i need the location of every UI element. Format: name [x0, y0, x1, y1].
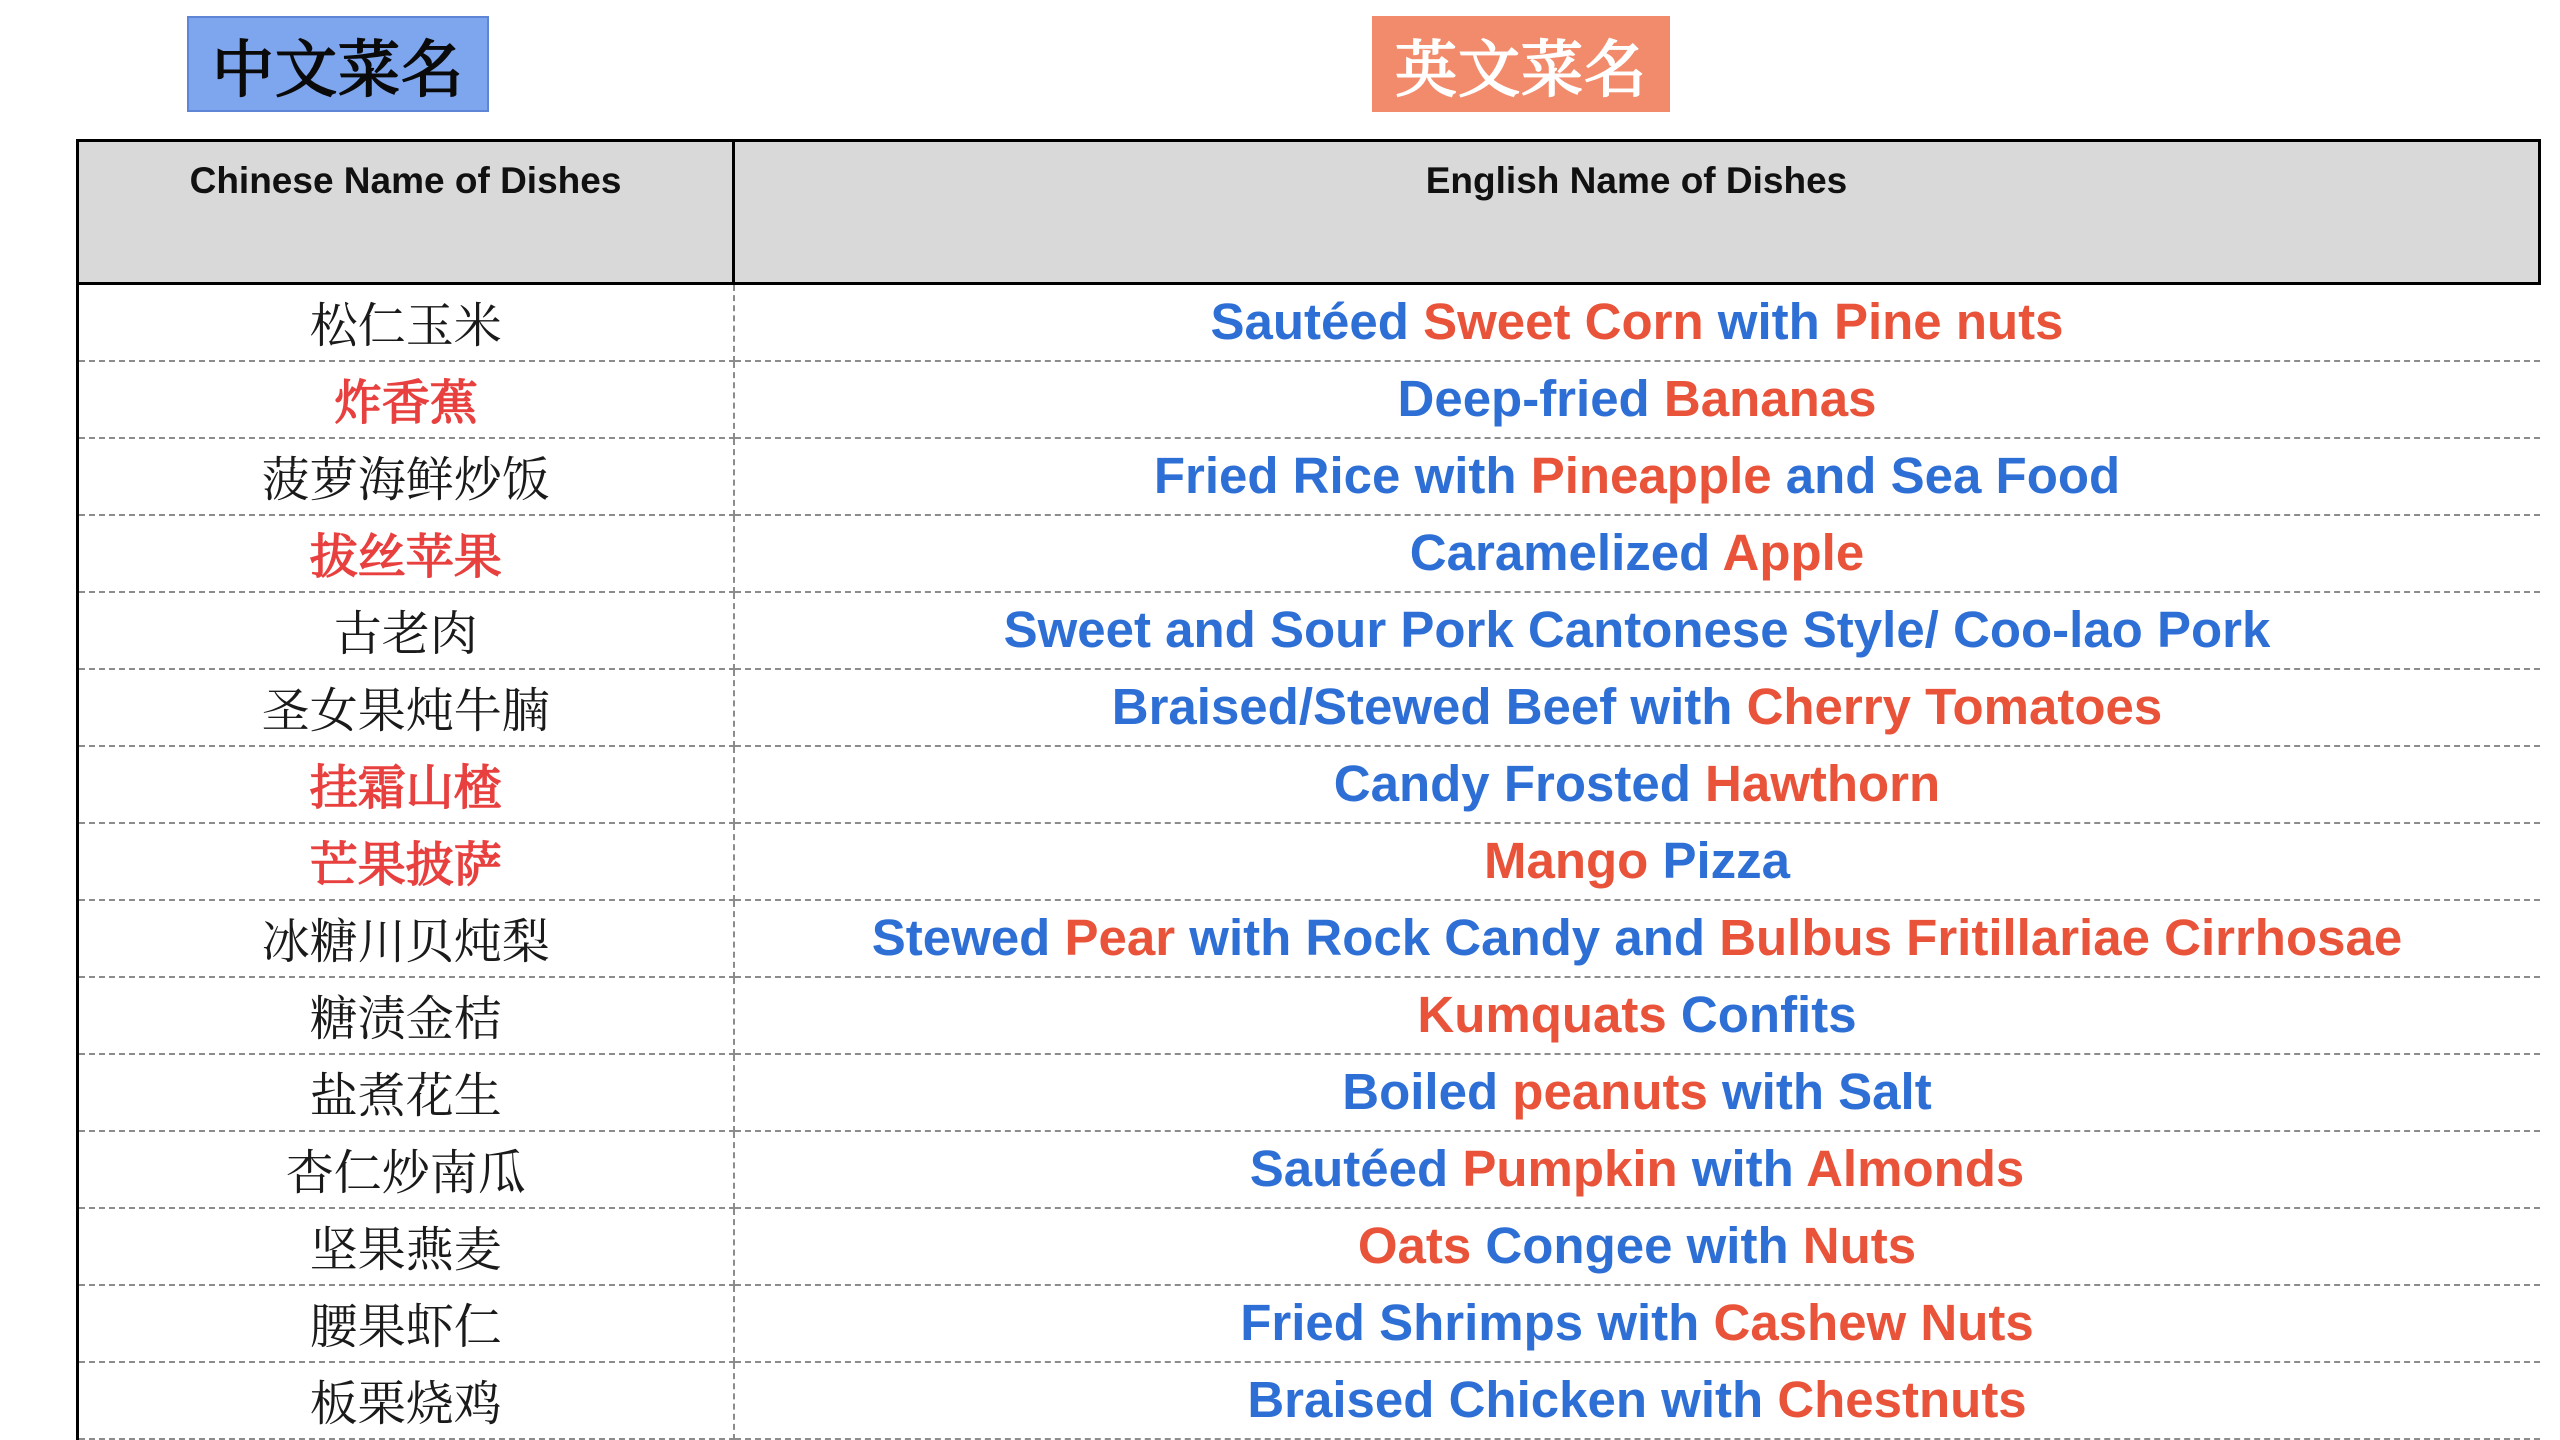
english-dish-name: [734, 669, 2540, 746]
dish-name-text: with Salt: [1707, 1063, 1932, 1120]
highlighted-ingredient: Pineapple: [1530, 447, 1772, 504]
chinese-dish-name: 芒果披萨: [78, 823, 734, 900]
chinese-dish-name: 炸香蕉: [78, 361, 734, 438]
english-dish-name: [734, 1054, 2540, 1131]
chinese-dish-name: 板栗烧鸡: [78, 1362, 734, 1439]
table-row: [78, 669, 2540, 746]
dish-name-text: with: [1703, 293, 1834, 350]
table-row: [78, 1285, 2540, 1362]
table-row: [78, 900, 2540, 977]
chinese-dish-name: 拔丝苹果: [78, 515, 734, 592]
chinese-dish-name: 松仁玉米: [78, 284, 734, 362]
highlighted-ingredient: Nuts: [1802, 1217, 1917, 1274]
english-dish-name: [734, 900, 2540, 977]
highlighted-ingredient: peanuts: [1512, 1063, 1708, 1120]
dish-name-text: with Rock Candy and: [1175, 909, 1720, 966]
dish-name-text: Candy Frosted: [1333, 755, 1706, 812]
english-dish-name: [734, 1208, 2540, 1285]
highlighted-ingredient: Oats: [1357, 1217, 1472, 1274]
table-header-row: [78, 141, 2540, 284]
table-row: [78, 438, 2540, 515]
table-row: [78, 746, 2540, 823]
english-dish-name: [734, 977, 2540, 1054]
dish-name-text: Fried Rice with: [1153, 447, 1531, 504]
chinese-dish-name: 挂霜山楂: [78, 746, 734, 823]
english-dish-name: [734, 823, 2540, 900]
table-row: [78, 1208, 2540, 1285]
highlighted-ingredient: Cherry Tomatoes: [1746, 678, 2163, 735]
highlighted-ingredient: Pear: [1064, 909, 1176, 966]
chinese-dish-name: 冰糖川贝炖梨: [78, 900, 734, 977]
dish-name-table-container: [76, 139, 2538, 1440]
table-row: [78, 515, 2540, 592]
dish-name-text: and Sea Food: [1771, 447, 2121, 504]
highlighted-ingredient: Bananas: [1663, 370, 1877, 427]
table-row: [78, 592, 2540, 669]
dish-name-text: with: [1677, 1140, 1807, 1197]
highlighted-ingredient: Almonds: [1806, 1140, 2025, 1197]
dish-name-text: Sautéed: [1249, 1140, 1463, 1197]
highlighted-ingredient: Sweet Corn: [1423, 293, 1704, 350]
table-row: [78, 823, 2540, 900]
chinese-name-tag: 中文菜名: [187, 16, 489, 112]
header-english-name: English Name of Dishes: [734, 141, 2540, 284]
dish-name-text: Caramelized: [1409, 524, 1723, 581]
english-dish-name: [734, 361, 2540, 438]
dish-name-text: Confits: [1666, 986, 1857, 1043]
table-row: [78, 1131, 2540, 1208]
english-name-tag: 英文菜名: [1372, 16, 1670, 112]
highlighted-ingredient: Pine nuts: [1833, 293, 2064, 350]
table-row: [78, 1054, 2540, 1131]
dish-name-text: Sweet and Sour Pork Cantonese Style/ Coo-lao Pork: [1003, 601, 2271, 658]
chinese-dish-name: 圣女果炖牛腩: [78, 669, 734, 746]
highlighted-ingredient: Apple: [1722, 524, 1865, 581]
chinese-dish-name: 坚果燕麦: [78, 1208, 734, 1285]
english-dish-name: [734, 746, 2540, 823]
english-dish-name: [734, 1285, 2540, 1362]
dish-name-text: Pizza: [1648, 832, 1791, 889]
dish-name-text: Braised/Stewed Beef with: [1111, 678, 1747, 735]
table-row: [78, 284, 2540, 362]
dish-name-text: Congee with: [1471, 1217, 1803, 1274]
chinese-dish-name: 菠萝海鲜炒饭: [78, 438, 734, 515]
dish-name-text: Braised Chicken with: [1247, 1371, 1778, 1428]
highlighted-ingredient: Bulbus Fritillariae Cirrhosae: [1719, 909, 2403, 966]
english-dish-name: [734, 284, 2540, 362]
chinese-dish-name: 杏仁炒南瓜: [78, 1131, 734, 1208]
dish-name-text: Fried Shrimps with: [1240, 1294, 1714, 1351]
header-chinese-name: Chinese Name of Dishes: [78, 141, 734, 284]
english-dish-name: [734, 1131, 2540, 1208]
highlighted-ingredient: Cashew Nuts: [1713, 1294, 2034, 1351]
highlighted-ingredient: Pumpkin: [1462, 1140, 1678, 1197]
english-dish-name: [734, 515, 2540, 592]
chinese-dish-name: 盐煮花生: [78, 1054, 734, 1131]
chinese-dish-name: 腰果虾仁: [78, 1285, 734, 1362]
chinese-dish-name: 糖渍金桔: [78, 977, 734, 1054]
english-dish-name: [734, 438, 2540, 515]
table-row: [78, 977, 2540, 1054]
highlighted-ingredient: Hawthorn: [1705, 755, 1941, 812]
english-dish-name: [734, 592, 2540, 669]
table-body: [78, 284, 2540, 1440]
highlighted-ingredient: Kumquats: [1417, 986, 1667, 1043]
dish-name-text: Sautéed: [1210, 293, 1424, 350]
table-row: [78, 1362, 2540, 1439]
dish-name-table: [76, 139, 2541, 1440]
english-dish-name: [734, 1362, 2540, 1439]
dish-name-text: Stewed: [871, 909, 1065, 966]
table-row: [78, 361, 2540, 438]
highlighted-ingredient: Mango: [1483, 832, 1649, 889]
chinese-dish-name: 古老肉: [78, 592, 734, 669]
dish-name-text: Boiled: [1342, 1063, 1513, 1120]
dish-name-text: Deep-fried: [1397, 370, 1664, 427]
highlighted-ingredient: Chestnuts: [1777, 1371, 2027, 1428]
